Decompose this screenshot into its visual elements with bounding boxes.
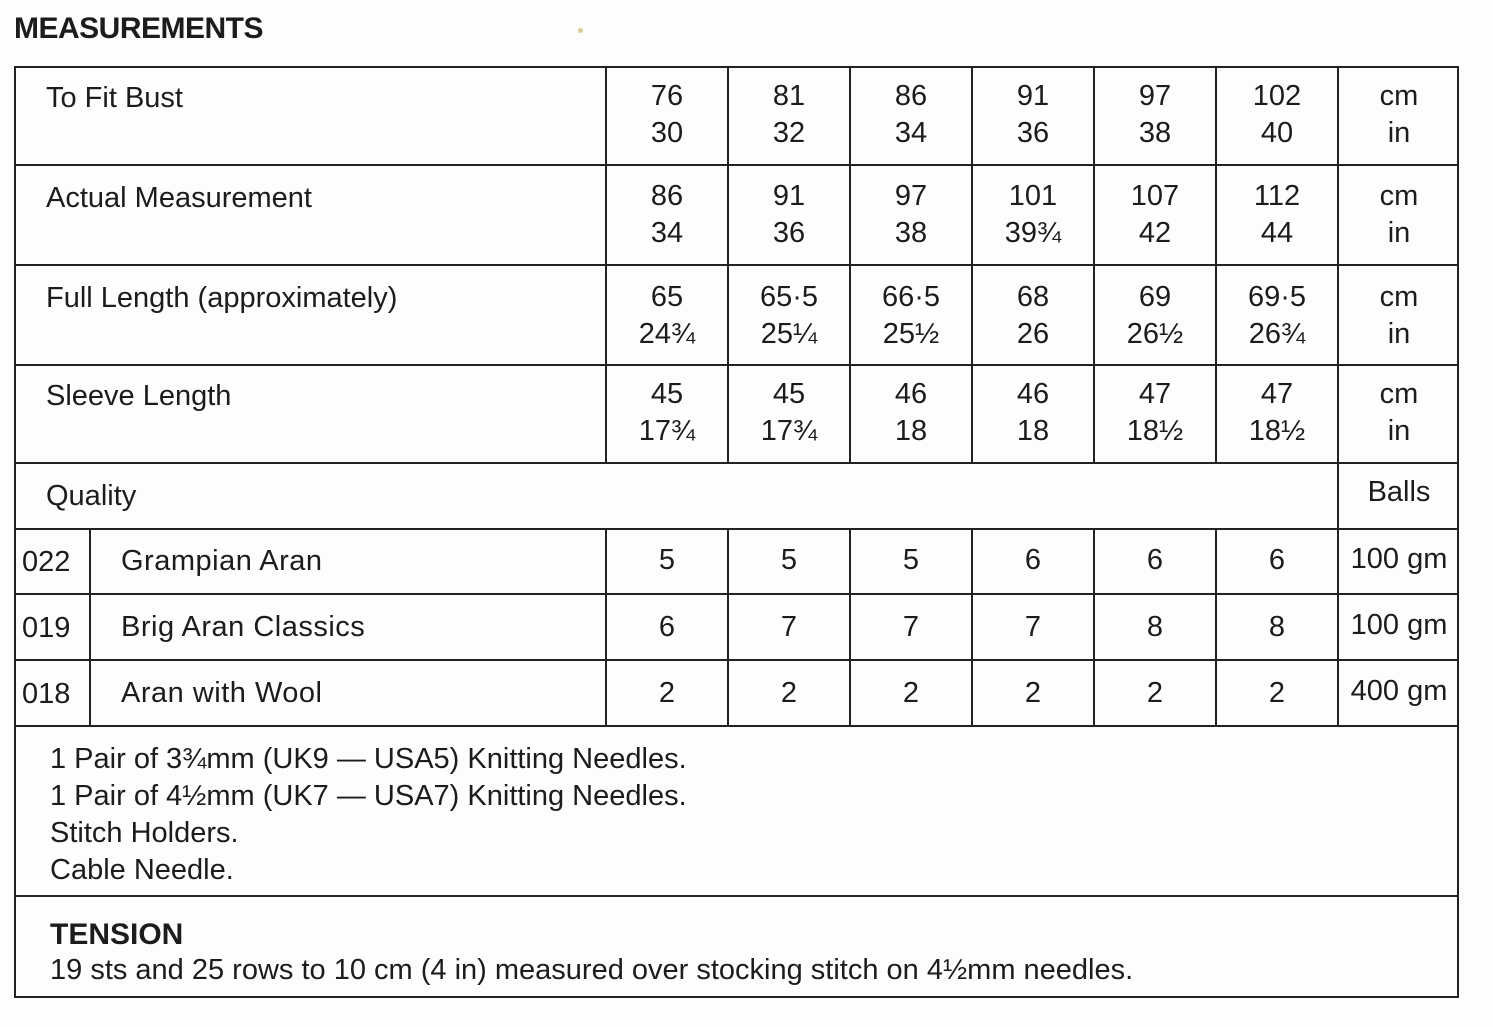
requirement-item: 1 Pair of 4½mm (UK7 — USA7) Knitting Needles. (50, 780, 687, 812)
requirements-list (50, 741, 687, 889)
ball-count: 2 (1024, 677, 1042, 709)
row-label: To Fit Bust (46, 82, 183, 114)
unit-cell: cm in (1379, 80, 1419, 149)
measurements-table (14, 66, 1459, 998)
ball-count: 2 (902, 677, 920, 709)
tension-heading: TENSION (50, 918, 184, 951)
unit-cell: cm in (1379, 180, 1419, 249)
unit-cell: cm in (1379, 281, 1419, 350)
yarn-code: 019 (22, 612, 71, 644)
size-cell: 69 26½ (1126, 281, 1184, 350)
ball-count: 6 (1146, 544, 1164, 576)
size-cell: 91 36 (772, 180, 806, 249)
balls-heading: Balls (1367, 476, 1431, 508)
size-cell: 107 42 (1130, 180, 1180, 249)
size-cell: 97 38 (1138, 80, 1172, 149)
size-cell: 69·5 26¾ (1247, 281, 1307, 350)
size-cell: 102 40 (1252, 80, 1302, 149)
size-cell: 97 38 (894, 180, 928, 249)
size-cell: 101 39¾ (1004, 180, 1062, 249)
col-divider (89, 528, 91, 725)
size-cell: 46 18 (894, 378, 928, 447)
row-divider (16, 593, 1457, 595)
row-divider (16, 659, 1457, 661)
ball-count: 5 (658, 544, 676, 576)
yarn-code: 018 (22, 678, 71, 710)
size-cell: 68 26 (1016, 281, 1050, 350)
yarn-name: Grampian Aran (121, 545, 323, 577)
ball-count: 2 (1146, 677, 1164, 709)
requirement-item: Cable Needle. (50, 854, 234, 886)
row-divider (16, 725, 1457, 727)
ball-count: 7 (1024, 611, 1042, 643)
size-cell: 76 30 (650, 80, 684, 149)
size-cell: 86 34 (650, 180, 684, 249)
row-divider (16, 462, 1457, 464)
paper-speck (578, 28, 583, 33)
row-divider (16, 895, 1457, 897)
ball-count: 5 (780, 544, 798, 576)
size-cell: 65 24¾ (638, 281, 696, 350)
ball-count: 2 (780, 677, 798, 709)
requirement-item: 1 Pair of 3¾mm (UK9 — USA5) Knitting Needles. (50, 743, 687, 775)
row-divider (16, 528, 1457, 530)
size-cell: 47 18½ (1126, 378, 1184, 447)
ball-weight: 100 gm (1350, 609, 1448, 641)
size-cell: 45 17¾ (638, 378, 696, 447)
ball-count: 6 (1024, 544, 1042, 576)
quality-heading: Quality (46, 480, 137, 512)
size-cell: 86 34 (894, 80, 928, 149)
ball-count: 2 (658, 677, 676, 709)
row-divider (16, 164, 1457, 166)
row-divider (16, 364, 1457, 366)
yarn-name: Aran with Wool (121, 677, 323, 709)
size-cell: 47 18½ (1248, 378, 1306, 447)
requirement-item: Stitch Holders. (50, 817, 239, 849)
ball-count: 6 (658, 611, 676, 643)
page-title: MEASUREMENTS (14, 12, 264, 45)
tension-text: 19 sts and 25 rows to 10 cm (4 in) measured over stocking stitch on 4½mm needles. (50, 954, 1134, 986)
row-divider (16, 264, 1457, 266)
ball-count: 8 (1268, 611, 1286, 643)
ball-count: 7 (902, 611, 920, 643)
size-cell: 66·5 25½ (881, 281, 941, 350)
size-cell: 65·5 25¼ (759, 281, 819, 350)
ball-count: 6 (1268, 544, 1286, 576)
row-label: Actual Measurement (46, 182, 312, 214)
row-label: Sleeve Length (46, 380, 232, 412)
yarn-name: Brig Aran Classics (121, 611, 366, 643)
ball-count: 5 (902, 544, 920, 576)
yarn-code: 022 (22, 546, 71, 578)
size-cell: 46 18 (1016, 378, 1050, 447)
unit-cell: cm in (1379, 378, 1419, 447)
size-cell: 112 44 (1253, 180, 1301, 249)
ball-weight: 100 gm (1350, 543, 1448, 575)
size-cell: 81 32 (772, 80, 806, 149)
ball-weight: 400 gm (1350, 675, 1448, 707)
ball-count: 7 (780, 611, 798, 643)
size-cell: 45 17¾ (760, 378, 818, 447)
ball-count: 2 (1268, 677, 1286, 709)
row-label: Full Length (approximately) (46, 282, 398, 314)
size-cell: 91 36 (1016, 80, 1050, 149)
ball-count: 8 (1146, 611, 1164, 643)
